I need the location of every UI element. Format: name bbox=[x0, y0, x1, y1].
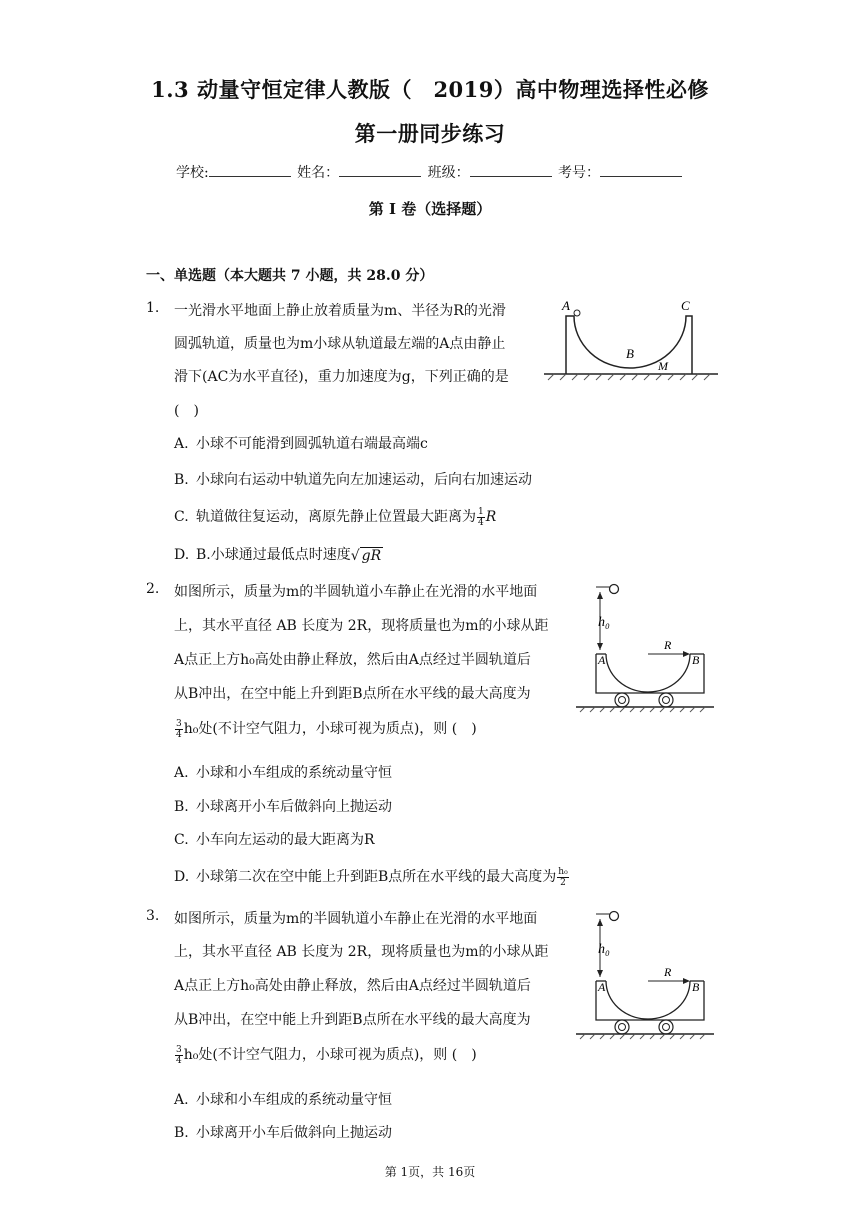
name-blank bbox=[339, 164, 421, 177]
fig-label-h0: h₀ bbox=[598, 615, 610, 630]
q2-option-b[interactable] bbox=[174, 796, 392, 816]
exam-no-blank bbox=[600, 164, 682, 177]
q3-line: 如图所示，质量为m的半圆轨道小车静止在光滑的水平地面 bbox=[174, 911, 538, 927]
q2-line: 上，其水平直径 AB 长度为 2R，现将质量也为m的小球从距 bbox=[174, 618, 549, 634]
q2-option-d[interactable] bbox=[174, 866, 570, 888]
option-letter: D. bbox=[174, 869, 190, 885]
q1-option-a[interactable] bbox=[174, 433, 428, 453]
fraction bbox=[477, 507, 485, 528]
option-text: 小球不可能滑到圆弧轨道右端最高端c bbox=[196, 436, 428, 452]
q2-line-last bbox=[174, 718, 477, 740]
option-text: 小球第二次在空中能上升到距B点所在水平线的最大高度为 bbox=[196, 869, 557, 885]
page-title-line1: 1.3 动量守恒定律人教版（ 2019）高中物理选择性必修 bbox=[151, 77, 709, 102]
q3-line: 从B冲出，在空中能上升到距B点所在水平线的最大高度为 bbox=[174, 1012, 531, 1028]
q1-line: 圆弧轨道，质量也为m小球从轨道最左端的A点由静止 bbox=[174, 336, 506, 352]
sqrt-expression: √ gR bbox=[350, 547, 382, 564]
q1-line: 滑下(AC为水平直径)，重力加速度为g，下列正确的是 bbox=[174, 369, 509, 385]
option-letter: C. bbox=[174, 832, 189, 848]
fraction bbox=[557, 867, 568, 888]
option-text: B.小球通过最低点时速度 bbox=[196, 547, 351, 563]
q2-option-c[interactable] bbox=[174, 829, 375, 849]
fig-label-h0: h₀ bbox=[598, 942, 610, 957]
option-text: 小球和小车组成的系统动量守恒 bbox=[196, 1092, 392, 1108]
volume-heading: 第 I 卷（选择题） bbox=[368, 200, 492, 218]
fig-label-a: A bbox=[562, 298, 570, 313]
option-text: 小球和小车组成的系统动量守恒 bbox=[196, 765, 392, 781]
fig-label-b: B bbox=[692, 980, 700, 994]
fraction-numerator: 1 bbox=[478, 506, 484, 517]
page-title-line2: 第一册同步练习 bbox=[354, 121, 506, 146]
student-info bbox=[0, 162, 860, 182]
q1-line: 一光滑水平地面上静止放着质量为m、半径为R的光滑 bbox=[174, 303, 506, 319]
q2-option-a[interactable] bbox=[174, 762, 392, 782]
q3-line-text: h₀处(不计空气阻力，小球可视为质点)，则 ( ) bbox=[183, 1047, 477, 1063]
name-label: 姓名： bbox=[297, 165, 340, 181]
q2-line: 从B冲出，在空中能上升到距B点所在水平线的最大高度为 bbox=[174, 686, 531, 702]
q1-figure-arc-track bbox=[540, 296, 720, 384]
class-label: 班级： bbox=[427, 165, 470, 181]
fraction-denominator: 4 bbox=[176, 1055, 182, 1066]
option-text: 小球向右运动中轨道先向左加速运动，后向右加速运动 bbox=[196, 472, 532, 488]
option-text: 小车向左运动的最大距离为R bbox=[196, 832, 375, 848]
option-letter: A. bbox=[174, 436, 189, 452]
section-heading: 一、单选题（本大题共 7 小题，共 28.0 分） bbox=[146, 268, 434, 284]
q1-option-d[interactable] bbox=[174, 544, 383, 564]
option-letter: B. bbox=[174, 472, 189, 488]
q1-option-c[interactable] bbox=[174, 506, 496, 528]
q2-line-text: h₀处(不计空气阻力，小球可视为质点)，则 ( ) bbox=[183, 721, 477, 737]
fig-label-r: R bbox=[664, 638, 672, 652]
page-footer: 第 1页，共 16页 bbox=[384, 1165, 476, 1179]
fig-label-m: M bbox=[658, 359, 668, 373]
fraction bbox=[175, 1045, 183, 1066]
school-label: 学校: bbox=[175, 165, 209, 181]
sqrt-radicand: gR bbox=[361, 547, 382, 564]
q3-line: A点正上方h₀高处由静止释放，然后由A点经过半圆轨道后 bbox=[174, 978, 531, 994]
q2-line: A点正上方h₀高处由静止释放，然后由A点经过半圆轨道后 bbox=[174, 652, 531, 668]
option-letter: A. bbox=[174, 765, 189, 781]
fig-label-a: A bbox=[598, 653, 606, 667]
option-letter: C. bbox=[174, 509, 189, 525]
fraction-numerator: 3 bbox=[176, 1044, 182, 1055]
fraction-numerator: 3 bbox=[176, 718, 182, 729]
q3-line-last bbox=[174, 1044, 477, 1066]
q3-number: 3. bbox=[146, 908, 160, 924]
option-letter: B. bbox=[174, 1125, 189, 1141]
exam-no-label: 考号： bbox=[558, 165, 601, 181]
q1-option-b[interactable] bbox=[174, 469, 532, 489]
option-text: 小球离开小车后做斜向上抛运动 bbox=[196, 799, 392, 815]
fraction-numerator: h₀ bbox=[558, 866, 568, 877]
fraction bbox=[175, 719, 183, 740]
q1-line: ( ) bbox=[174, 403, 199, 419]
option-letter: A. bbox=[174, 1092, 189, 1108]
q3-line: 上，其水平直径 AB 长度为 2R，现将质量也为m的小球从距 bbox=[174, 944, 549, 960]
fraction-denominator: 4 bbox=[478, 517, 484, 528]
school-blank bbox=[209, 164, 291, 177]
fig-label-b: B bbox=[692, 653, 700, 667]
fig-label-b: B bbox=[626, 346, 634, 361]
class-blank bbox=[470, 164, 552, 177]
option-letter: B. bbox=[174, 799, 189, 815]
fraction-denominator: 4 bbox=[176, 729, 182, 740]
fraction-denominator: 2 bbox=[560, 877, 566, 888]
q3-option-a[interactable] bbox=[174, 1089, 392, 1109]
q2-line: 如图所示，质量为m的半圆轨道小车静止在光滑的水平地面 bbox=[174, 584, 538, 600]
option-text: 轨道做往复运动，离原先静止位置最大距离为 bbox=[196, 509, 476, 525]
variable: R bbox=[485, 509, 497, 525]
fig-label-r: R bbox=[664, 965, 672, 979]
fig-label-c: C bbox=[681, 298, 690, 313]
fig-label-a: A bbox=[598, 980, 606, 994]
q3-option-b[interactable] bbox=[174, 1122, 392, 1142]
option-text: 小球离开小车后做斜向上抛运动 bbox=[196, 1125, 392, 1141]
q1-number: 1. bbox=[146, 300, 160, 316]
q2-figure-semicircle-cart bbox=[574, 580, 716, 714]
q2-number: 2. bbox=[146, 581, 160, 597]
q3-figure-semicircle-cart bbox=[574, 907, 716, 1041]
option-letter: D. bbox=[174, 547, 190, 563]
